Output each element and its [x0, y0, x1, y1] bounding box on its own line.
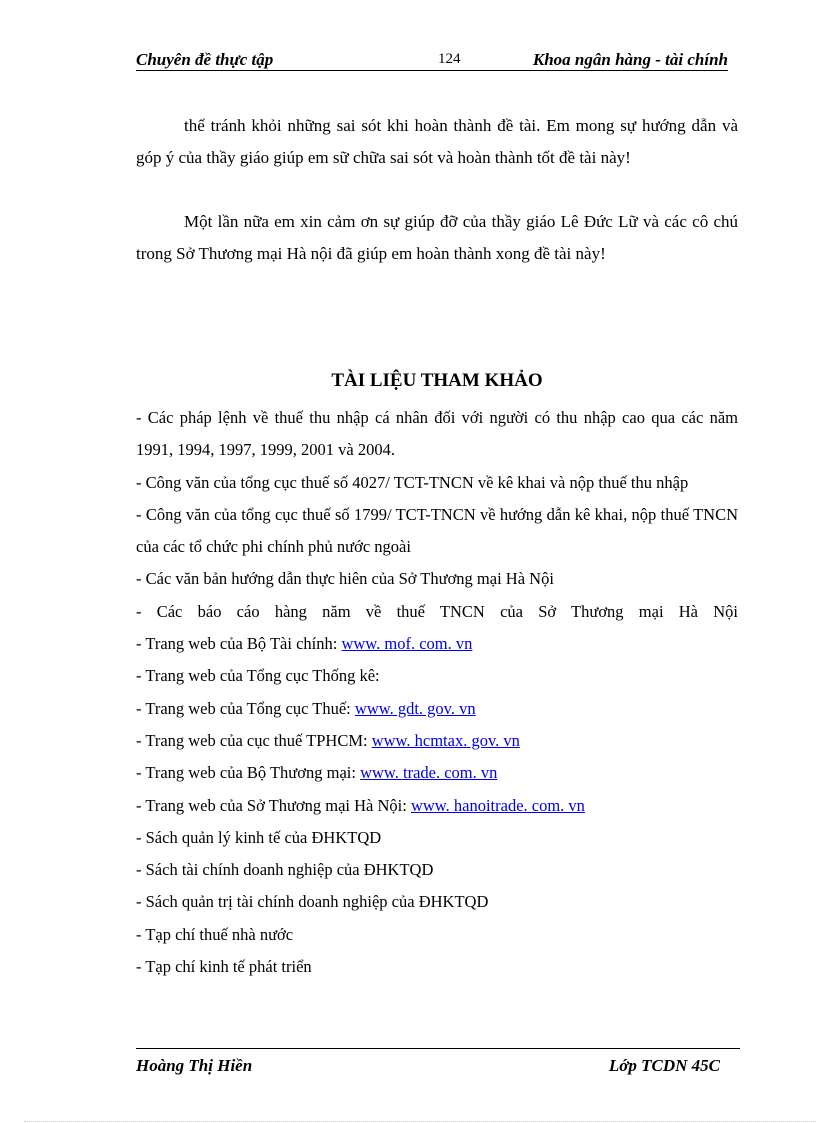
reference-text: - Trang web của Tổng cục Thống kê:	[136, 666, 380, 686]
reference-text: - Tạp chí kinh tế phát triển	[136, 957, 312, 977]
reference-item	[136, 628, 738, 660]
paragraph-1: thể tránh khỏi những sai sót khi hoàn thành đề tài. Em mong sự hướng dẫn và góp ý của thầy giáo giúp em sữ chữa sai sót và hoàn thành tốt đề tài này!	[136, 116, 738, 167]
reference-link-gdt[interactable]: www. gdt. gov. vn	[354, 698, 476, 718]
reference-text: - Các văn bản hướng dẫn thực hiên của Sở Thương mại Hà Nội	[136, 569, 554, 589]
reference-item	[136, 660, 738, 692]
reference-item	[136, 854, 738, 886]
reference-item	[136, 467, 738, 499]
reference-text: - Các báo cáo hàng năm về thuế TNCN của Sở Thương mại Hà Nội	[136, 601, 738, 621]
reference-text: - Công văn của tổng cục thuế số 4027/ TCT-TNCN về kê khai và nộp thuế thu nhập	[136, 472, 689, 492]
page-header	[136, 48, 728, 71]
reference-item	[136, 757, 738, 789]
reference-text: - Trang web của Tổng cục Thuế:	[136, 698, 355, 718]
page-number: 124	[438, 51, 461, 67]
reference-item	[136, 563, 738, 595]
reference-text: - Sách quản lý kinh tế của ĐHKTQD	[136, 827, 382, 847]
references-title: TÀI LIỆU THAM KHẢO	[331, 370, 543, 391]
reference-text: - Công văn của tổng cục thuế số 1799/ TCT-TNCN về hướng dẫn kê khai, nộp thuế TNCN của các tổ chức phi chính phủ nước ngoài	[136, 504, 738, 557]
footer-author: Hoàng Thị Hiền	[136, 1056, 253, 1075]
reference-item	[136, 402, 738, 467]
page-bottom-divider	[24, 1121, 816, 1122]
reference-link-mof[interactable]: www. mof. com. vn	[341, 634, 473, 654]
reference-link-hcmtax[interactable]: www. hcmtax. gov. vn	[371, 730, 520, 750]
reference-text: - Trang web của cục thuế TPHCM:	[136, 730, 372, 750]
paragraph-2: Một lần nữa em xin cảm ơn sự giúp đỡ của thầy giáo Lê Đức Lữ và các cô chú trong Sở Thương mại Hà nội đã giúp em hoàn thành xong đề tài này!	[136, 212, 738, 263]
reference-text: - Các pháp lệnh về thuế thu nhập cá nhân đối với người có thu nhập cao qua các năm 1991, 1994, 1997, 1999, 2001 và 2004.	[136, 408, 738, 460]
reference-text: - Tạp chí thuế nhà nước	[136, 924, 294, 944]
reference-item	[136, 725, 738, 757]
reference-item	[136, 886, 738, 918]
header-left: Chuyên đề thực tập	[136, 50, 274, 69]
reference-text: - Sách quản trị tài chính doanh nghiệp của ĐHKTQD	[136, 892, 489, 912]
reference-text: - Trang web của Bộ Thương mại:	[136, 763, 361, 783]
reference-link-trade[interactable]: www. trade. com. vn	[360, 763, 498, 783]
reference-item	[136, 499, 738, 564]
reference-item	[136, 693, 738, 725]
header-right: Khoa ngân hàng - tài chính	[532, 50, 728, 69]
reference-item	[136, 951, 738, 983]
reference-text: - Trang web của Sở Thương mại Hà Nội:	[136, 795, 411, 815]
footer-class: Lớp TCDN 45C	[608, 1056, 720, 1075]
reference-item	[136, 790, 738, 822]
reference-item	[136, 596, 738, 628]
reference-item	[136, 919, 738, 951]
page-footer	[136, 1048, 740, 1081]
reference-text: - Sách tài chính doanh nghiệp của ĐHKTQD	[136, 860, 434, 880]
reference-text: - Trang web của Bộ Tài chính:	[136, 634, 342, 654]
reference-item	[136, 822, 738, 854]
references-list	[136, 402, 738, 983]
reference-link-hanoitrade[interactable]: www. hanoitrade. com. vn	[410, 795, 585, 815]
